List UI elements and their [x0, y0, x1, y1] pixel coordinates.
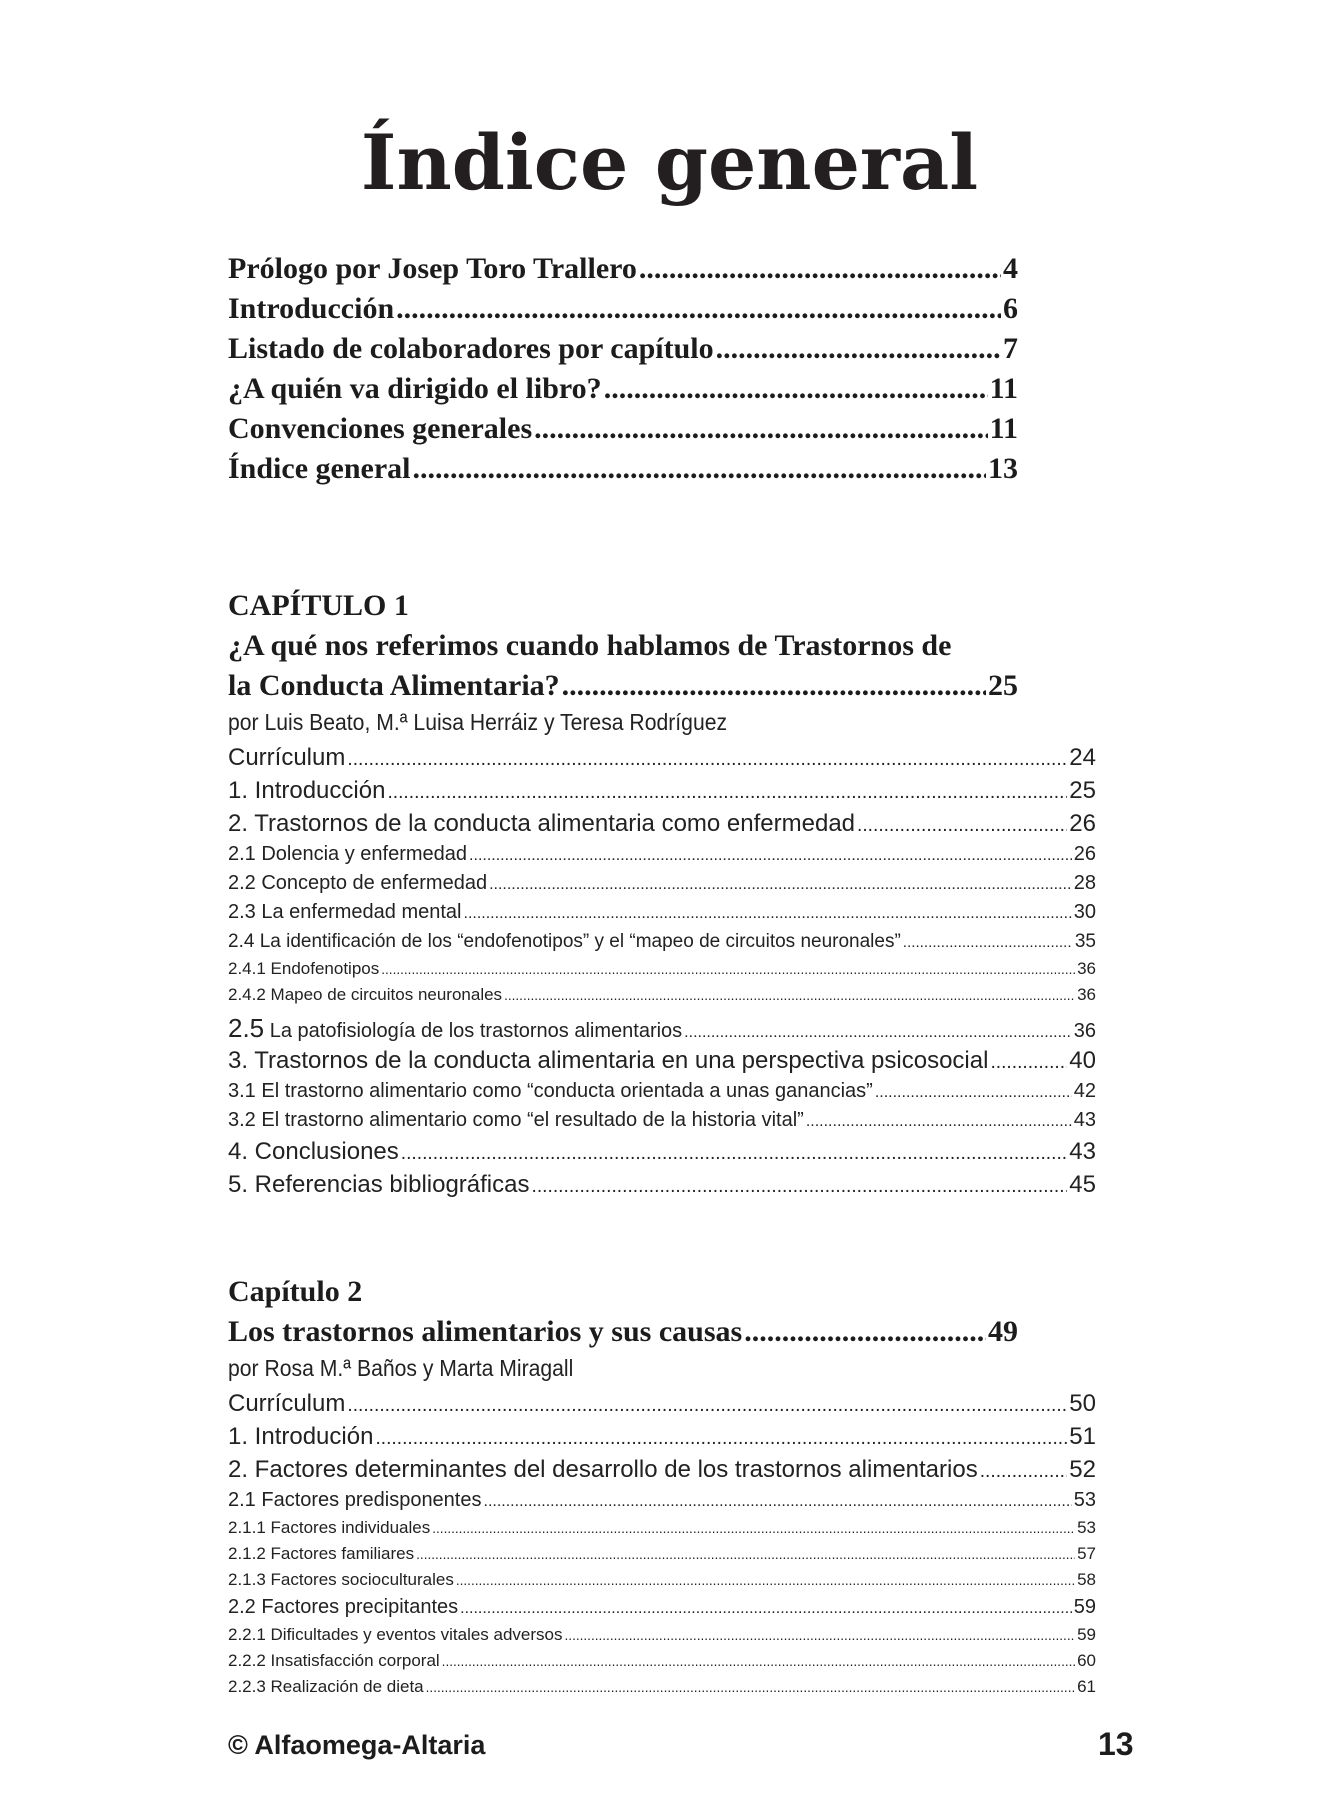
- toc-entry-label: 2.2 Factores precipitantes: [228, 1596, 459, 1618]
- chapter-title-entry[interactable]: [228, 666, 1018, 706]
- toc-entry[interactable]: [228, 329, 1018, 369]
- dot-leader: [903, 928, 1073, 957]
- toc-entry-label: 3.1 El trastorno alimentario como “conducta orientada a unas ganancias”: [228, 1080, 873, 1102]
- toc-entry[interactable]: [228, 1168, 1096, 1201]
- toc-entry-page: 59: [1073, 1596, 1096, 1618]
- toc-entry-label: Convenciones generales: [228, 412, 533, 445]
- dot-leader: [426, 1675, 1075, 1701]
- toc-entry[interactable]: [228, 289, 1018, 329]
- chapter-authors: por Luis Beato, M.ª Luisa Herráiz y Teresa Rodríguez: [228, 709, 728, 735]
- toc-entry[interactable]: [228, 774, 1096, 807]
- toc-entry[interactable]: [228, 1420, 1096, 1453]
- toc-entry[interactable]: [228, 1135, 1096, 1168]
- toc-entry-page: 7: [1003, 332, 1018, 365]
- dot-leader: [534, 409, 988, 449]
- dot-leader: [375, 1422, 1067, 1455]
- dot-leader: [744, 1312, 986, 1352]
- toc-entry-page: 45: [1069, 1171, 1096, 1198]
- chapter-title-page: 49: [988, 1315, 1018, 1348]
- chapter-label: Capítulo 2: [228, 1275, 363, 1308]
- toc-entry[interactable]: [228, 1077, 1096, 1106]
- toc-entry-label: 2.4 La identificación de los “endofenotipos” y el “mapeo de circuitos neuronales”: [228, 931, 901, 952]
- toc-entry-label: 5. Referencias bibliográficas: [228, 1171, 530, 1198]
- dot-leader: [416, 1542, 1075, 1568]
- dot-leader: [396, 289, 1001, 329]
- toc-entry-page: 4: [1003, 252, 1018, 285]
- toc-entry[interactable]: [228, 807, 1096, 840]
- toc-entry-page: 11: [989, 372, 1018, 405]
- toc-entry-label: 2.1.2 Factores familiares: [228, 1544, 415, 1563]
- toc-entry[interactable]: [228, 1674, 1096, 1700]
- toc-entry-page: 53: [1077, 1518, 1096, 1537]
- toc-entry[interactable]: [228, 898, 1096, 927]
- toc-entry[interactable]: [228, 741, 1096, 774]
- dot-leader: [990, 1046, 1067, 1079]
- toc-entry-page: 36: [1077, 985, 1096, 1004]
- page-title: Índice general: [360, 118, 979, 207]
- toc-entry-page: 30: [1073, 901, 1096, 923]
- dot-leader: [604, 369, 988, 409]
- toc-entry-page: 42: [1073, 1080, 1096, 1102]
- chapter-title-line: la Conducta Alimentaria?: [228, 669, 560, 702]
- toc-entry[interactable]: [228, 869, 1096, 898]
- toc-entry-label: 2.4.2 Mapeo de circuitos neuronales: [228, 985, 503, 1004]
- chapter-authors: por Rosa M.ª Baños y Marta Miragall: [228, 1355, 574, 1381]
- toc-entry-page: 61: [1077, 1677, 1096, 1696]
- toc-entry-page: 26: [1073, 843, 1096, 865]
- chapter-2-section: [228, 1272, 1096, 1700]
- toc-entry[interactable]: [228, 1541, 1096, 1567]
- toc-entry-text: La patofisiología de los trastornos alimentarios: [269, 1020, 683, 1042]
- toc-entry-page: 59: [1077, 1625, 1096, 1644]
- toc-entry-label: 4. Conclusiones: [228, 1138, 399, 1165]
- front-matter-list: [228, 249, 1018, 489]
- toc-entry-page: 60: [1077, 1651, 1096, 1670]
- dot-leader: [489, 870, 1072, 899]
- toc-entry-label: Currículum: [228, 1390, 346, 1417]
- toc-entry-page: 24: [1069, 744, 1096, 771]
- toc-entry-page: 43: [1069, 1138, 1096, 1165]
- toc-entry-label: 1. Introducción: [228, 777, 386, 804]
- toc-entry[interactable]: [228, 1622, 1096, 1648]
- toc-entry-label: 2.1 Dolencia y enfermedad: [228, 843, 468, 865]
- toc-entry-label: 2.3 La enfermedad mental: [228, 901, 462, 923]
- dot-leader: [639, 249, 1001, 289]
- toc-entry[interactable]: [228, 1387, 1096, 1420]
- toc-entry-label: 3. Trastornos de la conducta alimentaria en una perspectiva psicosocial: [228, 1047, 989, 1074]
- toc-entry-page: 28: [1073, 872, 1096, 894]
- dot-leader: [460, 1594, 1072, 1623]
- toc-entry-page: 40: [1069, 1047, 1096, 1074]
- toc-entry-page: 43: [1073, 1109, 1096, 1131]
- dot-leader: [532, 1170, 1068, 1203]
- toc-entry-page: 6: [1003, 292, 1018, 325]
- toc-entry-label: 2.2.3 Realización de dieta: [228, 1677, 424, 1696]
- chapter-label: CAPÍTULO 1: [228, 589, 409, 622]
- toc-entry-page: 36: [1073, 1020, 1096, 1042]
- chapter-title-line: Los trastornos alimentarios y sus causas: [228, 1315, 743, 1348]
- toc-entry[interactable]: [228, 982, 1096, 1008]
- toc-entry-label: Listado de colaboradores por capítulo: [228, 332, 714, 365]
- toc-entry-label: 2.2 Concepto de enfermedad: [228, 872, 488, 894]
- chapter-title-page: 25: [988, 669, 1018, 702]
- toc-entry-label: Índice general: [228, 452, 411, 485]
- toc-entry[interactable]: [228, 1593, 1096, 1622]
- toc-entry-label: 1. Introdución: [228, 1423, 374, 1450]
- dot-leader: [565, 1623, 1076, 1649]
- dot-leader: [432, 1516, 1075, 1542]
- toc-entry-label: 2.1.3 Factores socioculturales: [228, 1570, 454, 1589]
- dot-leader: [562, 666, 986, 706]
- toc-entry[interactable]: [228, 1044, 1096, 1077]
- dot-leader: [401, 1137, 1068, 1170]
- toc-entry-number: 2.5: [228, 1013, 265, 1043]
- chapter-1-section: [228, 586, 1096, 1201]
- toc-entry[interactable]: [228, 1106, 1096, 1135]
- dot-leader: [806, 1107, 1072, 1136]
- dot-leader: [504, 983, 1075, 1009]
- dot-leader: [387, 776, 1067, 809]
- toc-entry-label: 2.2.2 Insatisfacción corporal: [228, 1651, 440, 1670]
- toc-entry-page: 57: [1077, 1544, 1096, 1563]
- toc-entry-page: 35: [1074, 931, 1096, 952]
- toc-entry[interactable]: [228, 840, 1096, 869]
- toc-entry-label: Prólogo por Josep Toro Trallero: [228, 252, 637, 285]
- dot-leader: [456, 1568, 1075, 1594]
- dot-leader: [857, 809, 1067, 842]
- chapter-title-line[interactable]: ¿A qué nos referimos cuando hablamos de Trastornos de: [228, 629, 952, 662]
- toc-entry-label: Currículum: [228, 744, 346, 771]
- toc-entry-page: 52: [1069, 1456, 1096, 1483]
- dot-leader: [716, 329, 1001, 369]
- toc-entry[interactable]: [228, 927, 1096, 956]
- toc-entry-page: 13: [988, 452, 1018, 485]
- toc-entry-page: 51: [1069, 1423, 1096, 1450]
- toc-entry[interactable]: [228, 1648, 1096, 1674]
- toc-entry-page: 50: [1069, 1390, 1096, 1417]
- toc-entry[interactable]: [228, 1486, 1096, 1515]
- toc-entry-label: 2.1 Factores predisponentes: [228, 1489, 482, 1511]
- toc-entry[interactable]: [228, 369, 1018, 409]
- dot-leader: [464, 899, 1072, 928]
- dot-leader: [347, 743, 1067, 776]
- chapter-title-entry[interactable]: [228, 1312, 1018, 1352]
- dot-leader: [875, 1078, 1072, 1107]
- toc-entry-page: 36: [1077, 959, 1096, 978]
- toc-entry-label: Introducción: [228, 292, 395, 325]
- toc-entry-label: 2.2.1 Dificultades y eventos vitales adversos: [228, 1625, 563, 1644]
- toc-entry-page: 53: [1073, 1489, 1096, 1511]
- dot-leader: [442, 1649, 1075, 1675]
- toc-entry[interactable]: [228, 1515, 1096, 1541]
- footer-publisher: © Alfaomega-Altaria: [228, 1730, 486, 1760]
- dot-leader: [381, 957, 1075, 983]
- toc-entry-label: 2. Factores determinantes del desarrollo de los trastornos alimentarios: [228, 1456, 978, 1483]
- toc-entry-label: 2.4.1 Endofenotipos: [228, 959, 380, 978]
- toc-entry-label: 2. Trastornos de la conducta alimentaria como enfermedad: [228, 810, 856, 837]
- dot-leader: [980, 1455, 1068, 1488]
- dot-leader: [347, 1389, 1067, 1422]
- toc-entry-page: 11: [989, 412, 1018, 445]
- toc-entry-page: 25: [1069, 777, 1096, 804]
- toc-entry[interactable]: [228, 249, 1018, 289]
- toc-entry-page: 26: [1069, 810, 1096, 837]
- toc-entry-page: 58: [1077, 1570, 1096, 1589]
- toc-entry[interactable]: [228, 409, 1018, 449]
- toc-entry[interactable]: [228, 1567, 1096, 1593]
- toc-entry[interactable]: [228, 449, 1018, 489]
- toc-entry[interactable]: [228, 956, 1096, 982]
- toc-entry-label: 3.2 El trastorno alimentario como “el resultado de la historia vital”: [228, 1109, 804, 1131]
- footer-page-number: 13: [1098, 1726, 1134, 1762]
- dot-leader: [412, 449, 986, 489]
- dot-leader: [484, 1487, 1072, 1516]
- dot-leader: [469, 841, 1072, 870]
- toc-entry[interactable]: [228, 1008, 1096, 1044]
- toc-entry-label: ¿A quién va dirigido el libro?: [228, 372, 602, 405]
- toc-entry[interactable]: [228, 1453, 1096, 1486]
- toc-entry-label: 2.1.1 Factores individuales: [228, 1518, 431, 1537]
